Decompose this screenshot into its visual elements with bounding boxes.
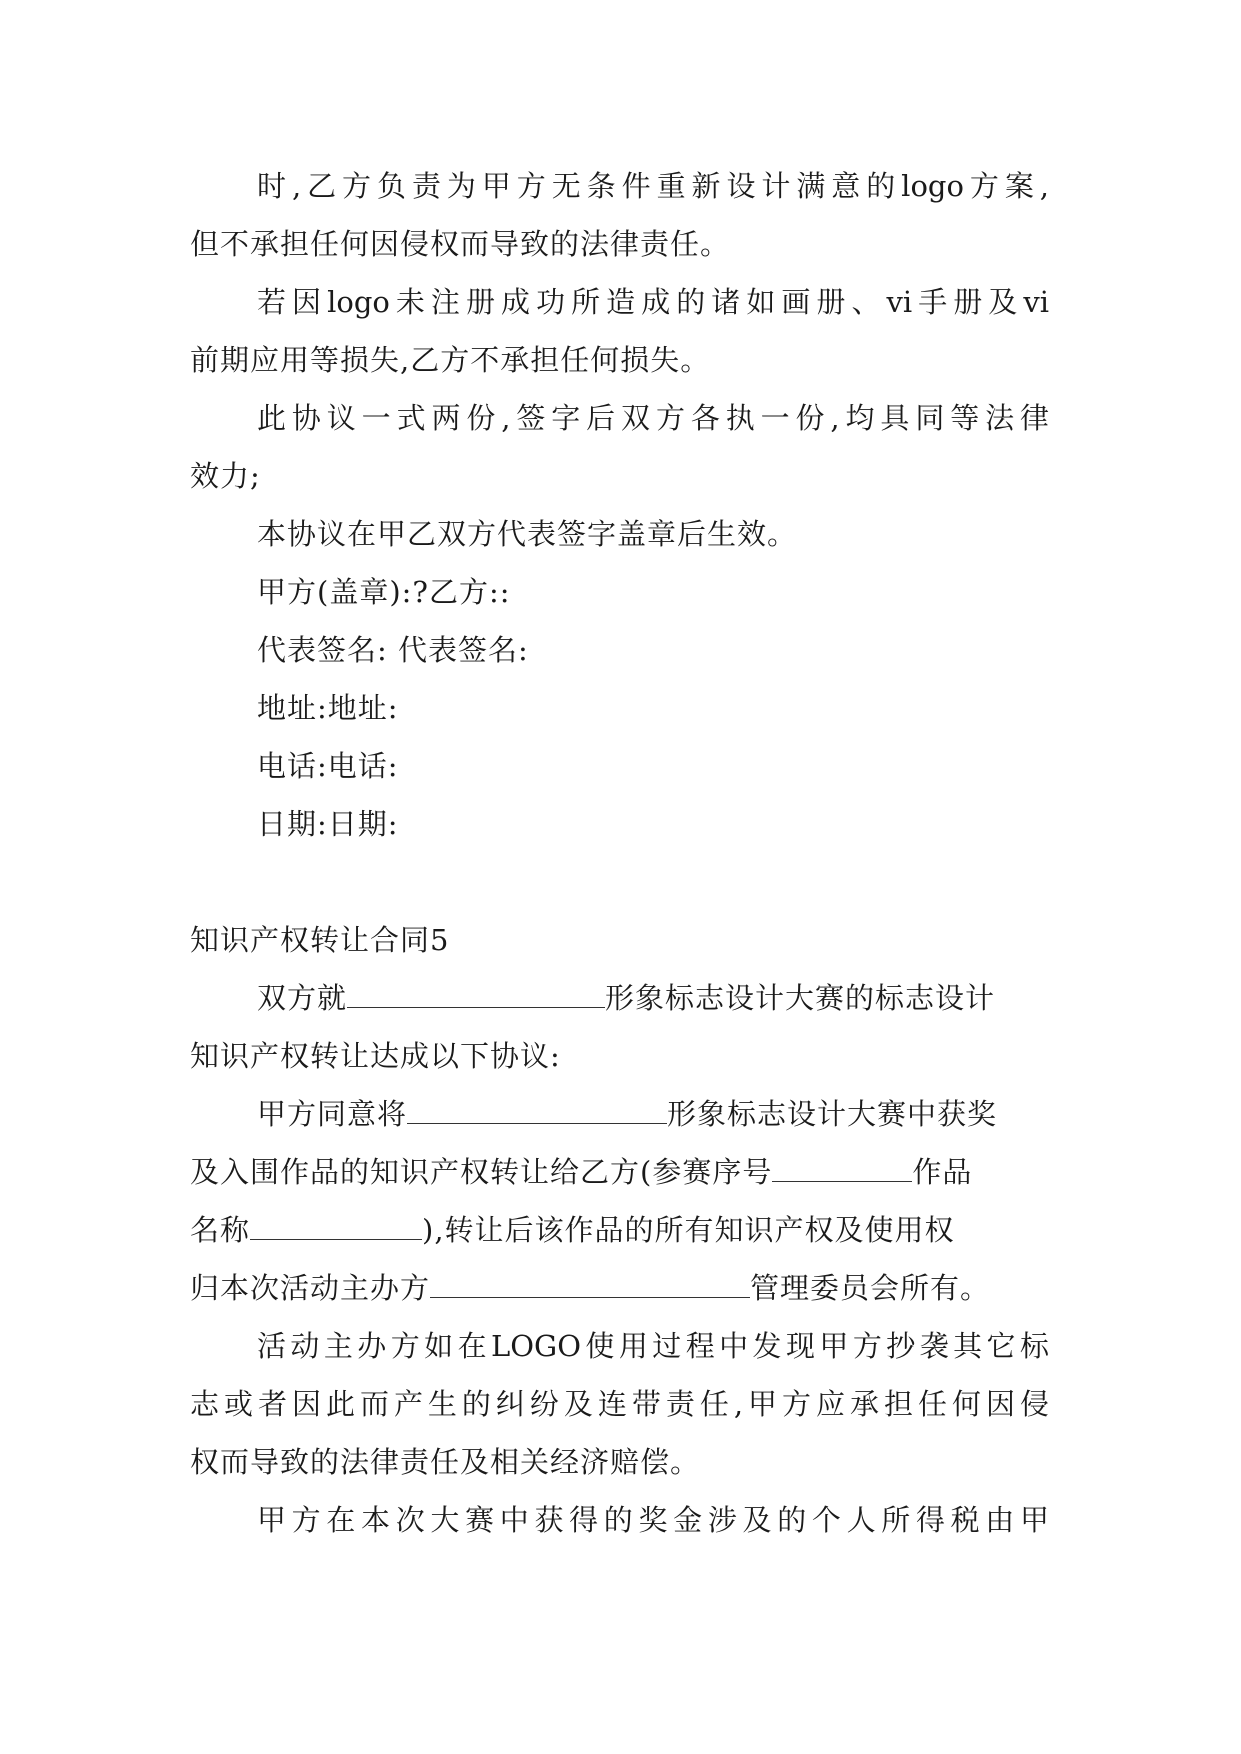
paragraph-line: 效力; xyxy=(190,459,261,493)
paragraph-line: 志或者因此而产生的纠纷及连带责任,甲方应承担任何因侵 xyxy=(190,1387,1049,1421)
fill-in-blank xyxy=(430,1271,750,1298)
text-segment: 名称 xyxy=(190,1213,251,1247)
text-segment: 管理委员会所有。 xyxy=(750,1271,991,1305)
paragraph-line: 甲方在本次大赛中获得的奖金涉及的个人所得税由甲 xyxy=(257,1503,1049,1537)
paragraph-line: 时,乙方负责为甲方无条件重新设计满意的logo方案, xyxy=(257,169,1049,203)
paragraph-line xyxy=(190,1270,990,1306)
text-segment: 双方就 xyxy=(257,981,348,1015)
text-segment: 形象标志设计大赛的标志设计 xyxy=(605,981,996,1015)
paragraph-line xyxy=(190,1154,972,1190)
paragraph-line xyxy=(257,1096,997,1132)
fill-in-blank xyxy=(772,1155,912,1182)
paragraph-line: 本协议在甲乙双方代表签字盖章后生效。 xyxy=(257,517,798,551)
text-segment: 形象标志设计大赛中获奖 xyxy=(667,1097,998,1131)
signature-address-line: 地址:地址: xyxy=(257,691,399,725)
paragraph-line xyxy=(190,1212,955,1248)
paragraph-line: 此协议一式两份,签字后双方各执一份,均具同等法律 xyxy=(257,401,1050,435)
paragraph-line: 前期应用等损失,乙方不承担任何损失。 xyxy=(190,343,711,377)
text-segment: 作品 xyxy=(912,1155,973,1189)
section-title: 知识产权转让合同5 xyxy=(190,923,450,957)
paragraph-line: 知识产权转让达成以下协议: xyxy=(190,1039,561,1073)
signature-representative-line: 代表签名: 代表签名: xyxy=(257,633,529,667)
text-segment: ),转让后该作品的所有知识产权及使用权 xyxy=(422,1213,955,1247)
paragraph-line xyxy=(257,980,995,1016)
text-segment: 归本次活动主办方 xyxy=(190,1271,431,1305)
paragraph-line: 若因logo未注册成功所造成的诸如画册、vi手册及vi xyxy=(257,285,1049,319)
paragraph-line: 但不承担任何因侵权而导致的法律责任。 xyxy=(190,227,731,261)
text-segment: 甲方同意将 xyxy=(257,1097,408,1131)
signature-party-line: 甲方(盖章):?乙方:: xyxy=(257,575,511,609)
fill-in-blank xyxy=(407,1097,667,1124)
paragraph-line: 权而导致的法律责任及相关经济赔偿。 xyxy=(190,1445,701,1479)
signature-phone-line: 电话:电话: xyxy=(257,749,399,783)
text-segment: 及入围作品的知识产权转让给乙方(参赛序号 xyxy=(190,1155,773,1189)
signature-date-line: 日期:日期: xyxy=(257,807,399,841)
fill-in-blank xyxy=(250,1213,422,1240)
paragraph-line: 活动主办方如在LOGO使用过程中发现甲方抄袭其它标 xyxy=(257,1329,1049,1363)
fill-in-blank xyxy=(347,981,605,1008)
